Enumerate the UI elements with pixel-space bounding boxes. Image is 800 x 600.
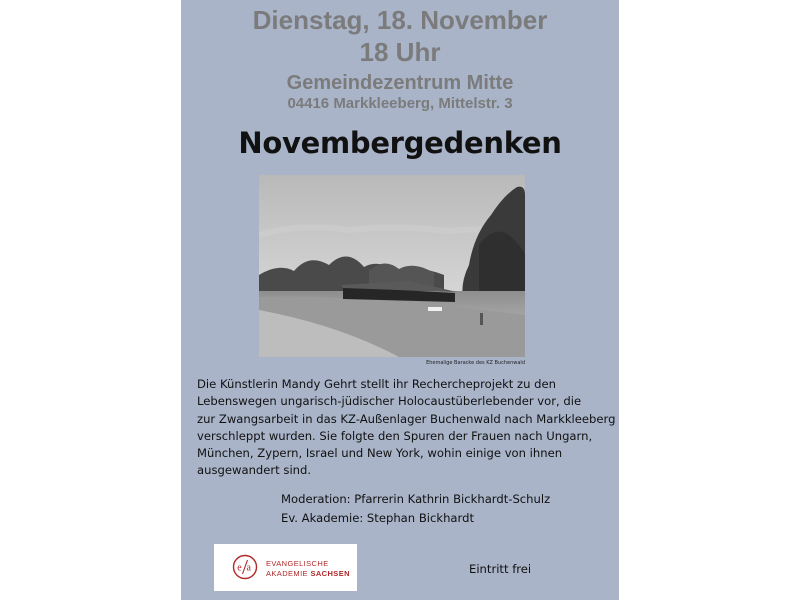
- event-flyer: [181, 0, 619, 600]
- admission-note: Eintritt frei: [469, 562, 532, 576]
- event-title: Novembergedenken: [238, 126, 562, 160]
- academy-credit: Ev. Akademie: Stephan Bickhardt: [281, 511, 475, 525]
- description-line: Lebenswegen ungarisch-jüdischer Holocaustüberlebender vor, die: [197, 394, 582, 409]
- logo-line-2-bold: SACHSEN: [310, 568, 350, 578]
- event-time: 18 Uhr: [359, 37, 441, 67]
- moderation-credit: Moderation: Pfarrerin Kathrin Bickhardt-Schulz: [281, 492, 551, 506]
- description-line: Die Künstlerin Mandy Gehrt stellt ihr Rechercheprojekt zu den: [197, 377, 556, 391]
- description-line: ausgewandert sind.: [197, 463, 312, 478]
- logo-line-1: EVANGELISCHE: [266, 559, 329, 568]
- event-venue: Gemeindezentrum Mitte: [286, 72, 514, 94]
- svg-text:e: e: [237, 562, 242, 574]
- logo-line-2: [266, 569, 350, 579]
- description-line: München, Zypern, Israel und New York, wohin einige von ihnen: [197, 446, 563, 461]
- academy-monogram-icon: [232, 554, 258, 580]
- academy-logo: [214, 544, 357, 591]
- description-line: zur Zwangsarbeit in das KZ-Außenlager Buchenwald nach Markkleeberg: [197, 411, 616, 426]
- academy-logo-text: [266, 559, 350, 578]
- svg-text:a: a: [246, 562, 251, 574]
- event-date: Dienstag, 18. November: [252, 5, 548, 35]
- event-credits: [281, 490, 601, 528]
- event-address: 04416 Markkleeberg, Mittelstr. 3: [287, 95, 513, 112]
- event-description: [197, 376, 616, 480]
- logo-line-2-regular: AKADEMIE: [266, 568, 308, 578]
- description-line: verschleppt wurden. Sie folgte den Spuren der Frauen nach Ungarn,: [197, 428, 593, 443]
- photo-caption: Ehemalige Baracke des KZ Buchenwald: [426, 360, 525, 366]
- barracks-photo: [259, 175, 525, 357]
